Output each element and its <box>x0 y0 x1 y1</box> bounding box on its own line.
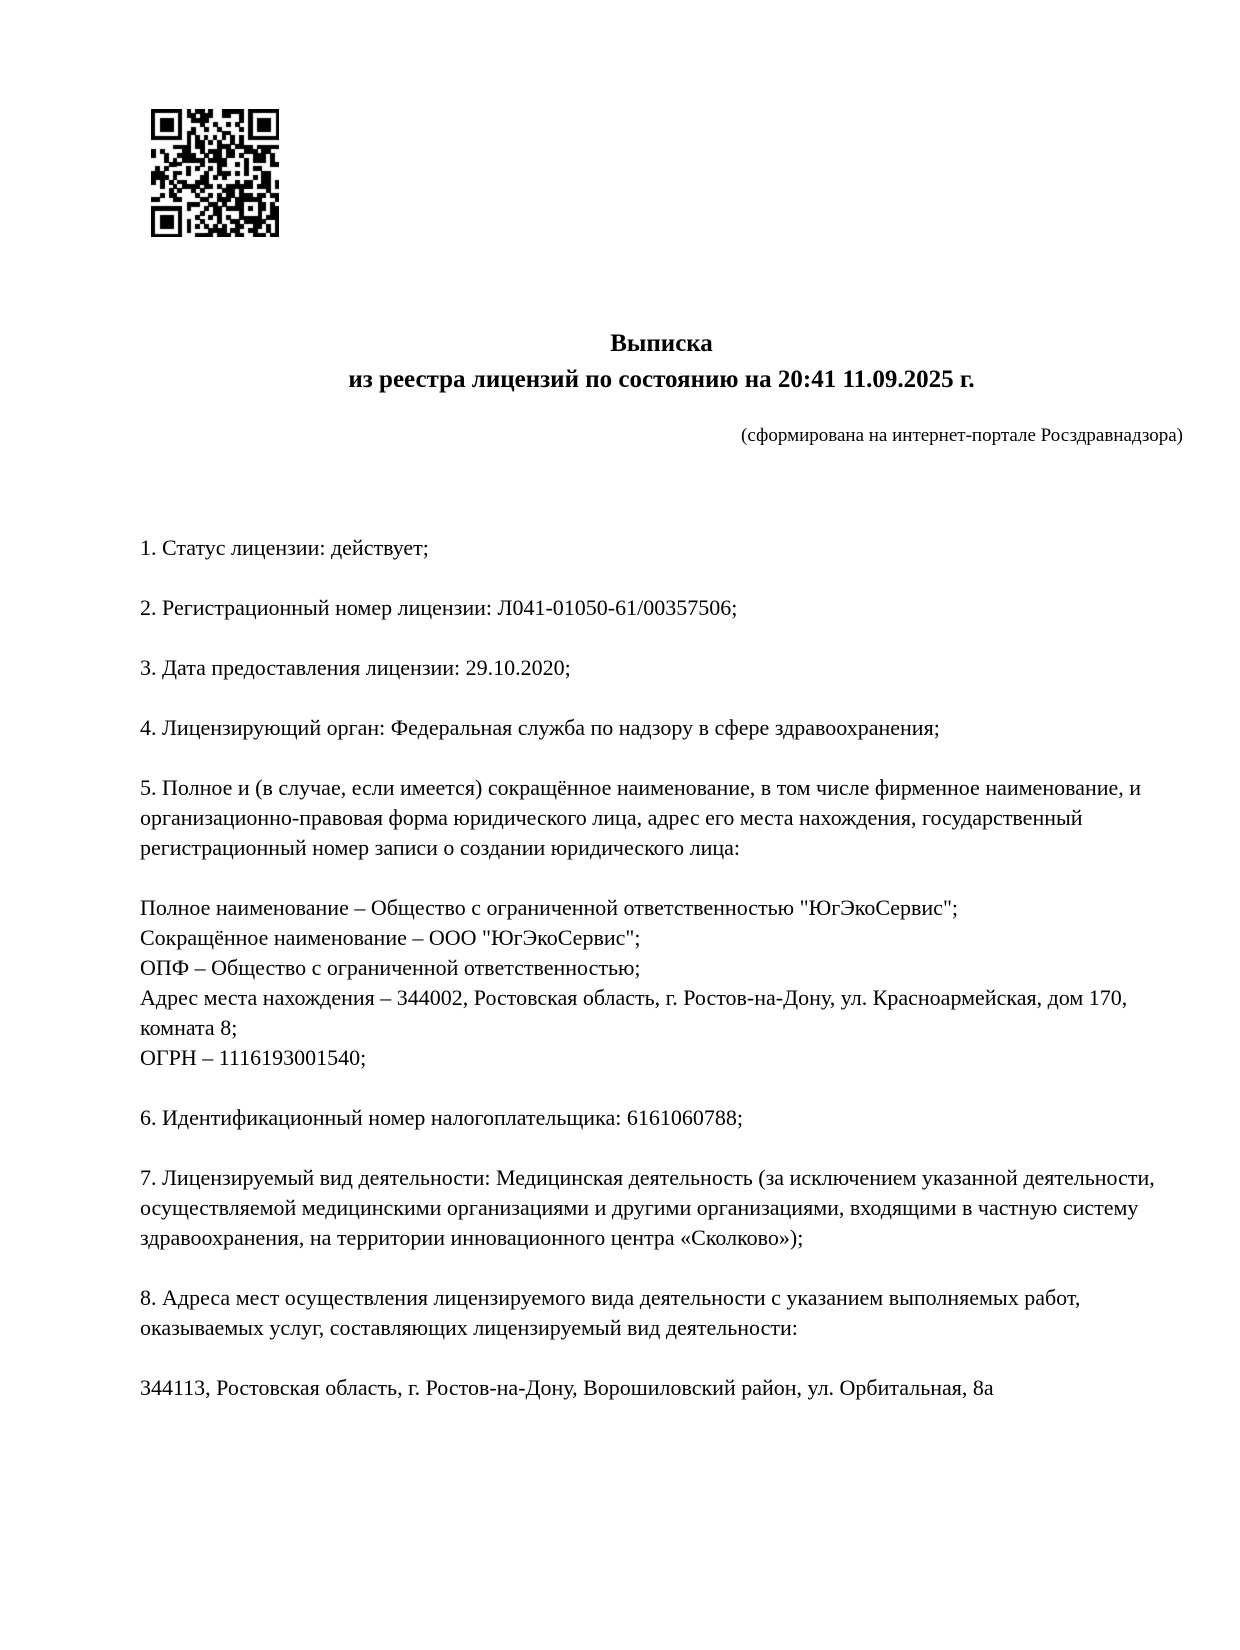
entity-opf-line: ОПФ – Общество с ограниченной ответственностью; <box>140 955 641 980</box>
entity-details-block <box>140 893 1183 1073</box>
registration-number-paragraph: 2. Регистрационный номер лицензии: Л041-01050-61/00357506; <box>140 595 738 620</box>
entity-short-name-line: Сокращённое наименование – ООО "ЮгЭкоСервис"; <box>140 925 641 950</box>
entity-full-name-line: Полное наименование – Общество с ограниченной ответственностью "ЮгЭкоСервис"; <box>140 895 959 920</box>
title-line-1: Выписка <box>610 330 713 357</box>
licensing-authority-paragraph: 4. Лицензирующий орган: Федеральная служба по надзору в сфере здравоохранения; <box>140 715 940 740</box>
activity-addresses-heading-paragraph: 8. Адреса мест осуществления лицензируемого вида деятельности с указанием выполняемых работ, оказываемых услуг, составляющих лицензируемый вид деятельности: <box>140 1285 1081 1340</box>
document-title <box>140 326 1183 398</box>
inn-paragraph: 6. Идентификационный номер налогоплательщика: 6161060788; <box>140 1105 743 1130</box>
entity-address-line: Адрес места нахождения – 344002, Ростовская область, г. Ростов-на-Дону, ул. Красноармейская, дом 170, комната 8; <box>140 985 1128 1040</box>
grant-date-paragraph: 3. Дата предоставления лицензии: 29.10.2020; <box>140 655 571 680</box>
entity-info-heading-paragraph: 5. Полное и (в случае, если имеется) сокращённое наименование, в том числе фирменное наименование, и организационно-правовая форма юридического лица, адрес его места нахождения, государственный регистрационный номер записи о создании юридического лица: <box>140 775 1142 860</box>
entity-ogrn-line: ОГРН – 1116193001540; <box>140 1045 367 1070</box>
activity-type-paragraph: 7. Лицензируемый вид деятельности: Медицинская деятельность (за исключением указанной деятельности, осуществляемой медицинскими организациями и другими организациями, входящими в частную систему здравоохранения, на территории инновационного центра «Сколково»); <box>140 1165 1155 1250</box>
document-content <box>140 0 1183 1403</box>
title-line-2: из реестра лицензий по состоянию на 20:41 11.09.2025 г. <box>348 366 975 393</box>
license-status-paragraph: 1. Статус лицензии: действует; <box>140 535 429 560</box>
generated-note: (сформирована на интернет-портале Росздравнадзора) <box>741 425 1183 446</box>
activity-address-line: 344113, Ростовская область, г. Ростов-на-Дону, Ворошиловский район, ул. Орбитальная, 8а <box>140 1375 994 1400</box>
